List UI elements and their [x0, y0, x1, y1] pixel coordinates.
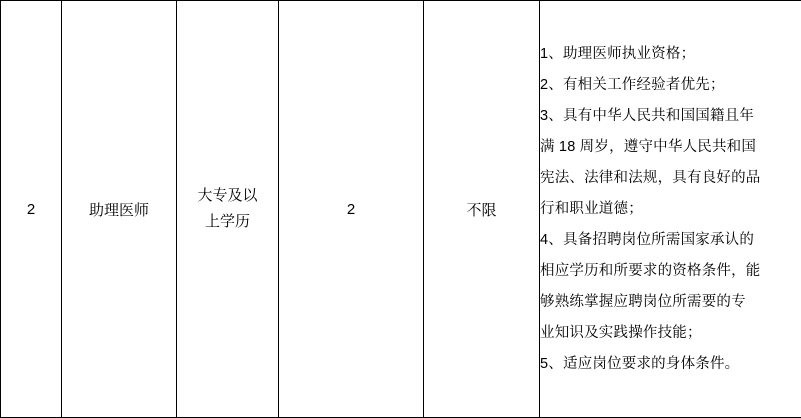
requirement-line-2: 2、有相关工作经验者优先； — [540, 76, 725, 93]
table-row — [1, 1, 801, 418]
cell-education — [177, 1, 279, 418]
cell-serial-number: 2 — [1, 1, 62, 418]
cell-major: 不限 — [424, 1, 540, 418]
cell-position-name: 助理医师 — [62, 1, 177, 418]
requirement-line-6: 行和职业道德； — [540, 200, 643, 217]
requirement-line-1: 1、助理医师执业资格； — [540, 45, 696, 62]
education-line-1: 大专及以 — [197, 187, 258, 204]
requirement-line-4: 满 18 周岁，遵守中华人民共和国 — [540, 138, 757, 155]
cell-requirements — [540, 1, 801, 418]
education-line-2: 上学历 — [204, 213, 250, 230]
requirement-line-8: 相应学历和所要求的资格条件，能 — [540, 262, 761, 279]
requirement-line-10: 业知识及实践操作技能； — [540, 324, 702, 341]
requirement-line-3: 3、具有中华人民共和国国籍且年 — [540, 107, 755, 124]
cell-headcount: 2 — [279, 1, 424, 418]
requirement-line-11: 5、适应岗位要求的身体条件。 — [540, 355, 740, 372]
requirement-line-5: 宪法、法律和法规，具有良好的品 — [540, 169, 761, 186]
requirement-line-9: 够熟练掌握应聘岗位所需要的专 — [540, 293, 746, 310]
requirement-line-7: 4、具备招聘岗位所需国家承认的 — [540, 231, 755, 248]
